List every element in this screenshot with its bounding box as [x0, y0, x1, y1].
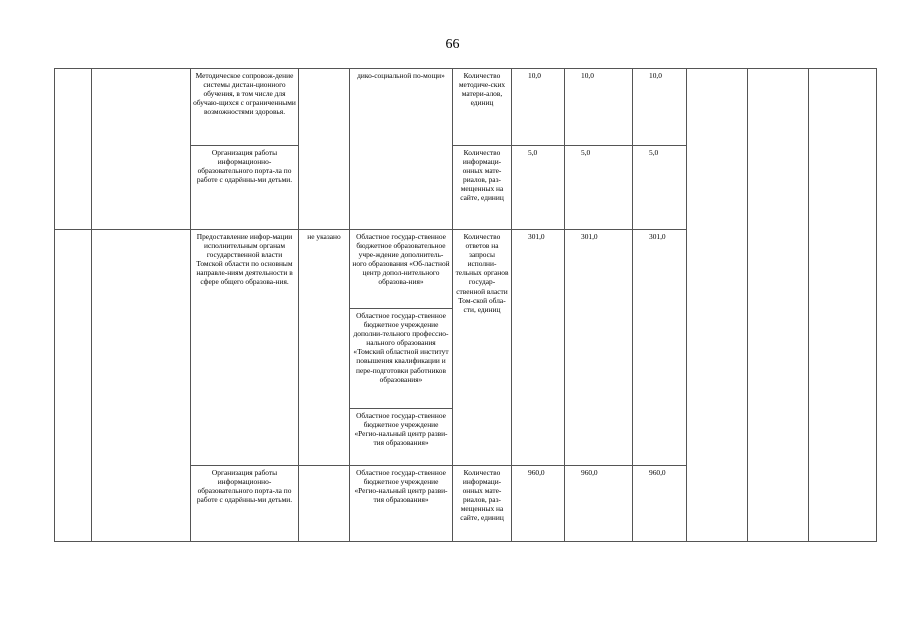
indicator-cell: Количество информаци-онных мате-риалов, раз-мещенных на сайте, единиц — [453, 466, 512, 542]
plan-table — [54, 68, 877, 542]
value-year-2: 301,0 — [565, 230, 633, 466]
executor-entry: Областное государ-ственное бюджетное учреждение дополни-тельного профессио-нального образования «Томский областной институт повышения квалификации и пере-подготовки работников образования» — [350, 308, 452, 408]
executor-entry: Областное государ-ственное бюджетное учреждение «Регио-нальный центр разви-тия образования» — [350, 408, 452, 450]
empty-cell — [809, 69, 877, 542]
value-year-1: 10,0 — [512, 69, 565, 146]
executor-entry: Областное государ-ственное бюджетное образовательное учре-ждение дополнитель-ного образования «Об-ластной центр допол-нительного образова-ния» — [352, 232, 450, 287]
executor-cell — [350, 230, 453, 466]
indicator-cell: Количество информаци-онных мате-риалов, раз-мещенных на сайте, единиц — [453, 146, 512, 230]
value-year-3: 301,0 — [633, 230, 687, 466]
deadline-cell: не указано — [299, 230, 350, 466]
row-number-cell — [55, 230, 92, 542]
value-year-3: 960,0 — [633, 466, 687, 542]
value-year-2: 960,0 — [565, 466, 633, 542]
deadline-cell — [299, 69, 350, 230]
executor-cell: дико-социальной по-мощи» — [350, 69, 453, 230]
value-year-2: 10,0 — [565, 69, 633, 146]
table-row — [55, 69, 877, 146]
indicator-cell: Количество методиче-ских матери-алов, единиц — [453, 69, 512, 146]
value-year-3: 10,0 — [633, 69, 687, 146]
page-number: 66 — [445, 37, 460, 52]
activity-cell: Организация работы информационно-образовательного порта-ла по работе с одарённы-ми детьми. — [191, 466, 299, 542]
value-year-1: 301,0 — [512, 230, 565, 466]
empty-cell — [687, 69, 748, 542]
value-year-3: 5,0 — [633, 146, 687, 230]
row-number-cell — [55, 69, 92, 230]
value-year-1: 5,0 — [512, 146, 565, 230]
activity-cell: Предоставление инфор-мации исполнительным органам государственной власти Томской области по основным направле-ниям деятельности в сфере общего образова-ния. — [191, 230, 299, 466]
activity-cell: Методическое сопровож-дение системы дистан-ционного обучения, в том числе для обучаю-щихся с ограниченными возможностями здоровья. — [191, 69, 299, 146]
indicator-cell: Количество ответов на запросы исполни-тельных органов государ-ственной власти Том-ской обла-сти, единиц — [453, 230, 512, 466]
value-year-2: 5,0 — [565, 146, 633, 230]
goal-cell — [92, 230, 191, 542]
activity-cell: Организация работы информационно-образовательного порта-ла по работе с одарённы-ми детьми. — [191, 146, 299, 230]
empty-cell — [748, 69, 809, 542]
value-year-1: 960,0 — [512, 466, 565, 542]
executor-cell: Областное государ-ственное бюджетное учреждение «Регио-нальный центр разви-тия образования» — [350, 466, 453, 542]
deadline-cell — [299, 466, 350, 542]
goal-cell — [92, 69, 191, 230]
